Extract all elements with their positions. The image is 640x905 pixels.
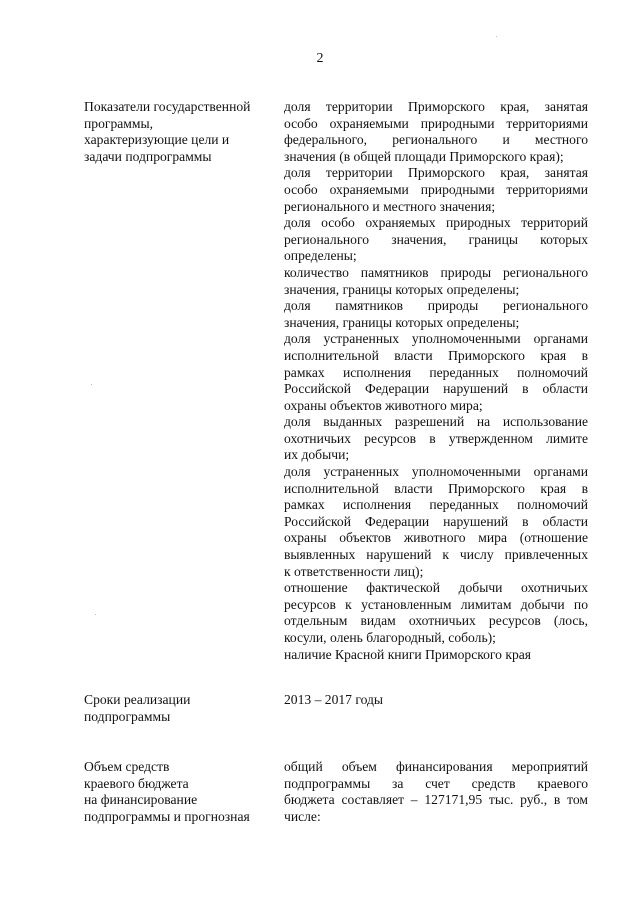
- indicator-line: доля территории Приморского края, занятая: [284, 165, 588, 181]
- budget-text: [284, 759, 588, 825]
- indicators-text: [284, 99, 588, 663]
- scan-speck: [496, 36, 497, 37]
- budget-line: подпрограммы за счет средств краевого: [284, 775, 588, 791]
- indicator-line: исполнительной власти Приморского края в: [284, 347, 588, 363]
- budget-label-line: краевого бюджета: [84, 775, 189, 791]
- indicator-line: охотничьих ресурсов в утвержденном лимите: [284, 430, 588, 446]
- indicator-line: доля памятников природы регионального: [284, 298, 588, 314]
- budget-line: общий объем финансирования мероприятий: [284, 759, 588, 774]
- indicator-line: особо охраняемыми природными территориями: [284, 181, 588, 197]
- indicator-line: значения (в общей площади Приморского края);: [284, 148, 564, 164]
- indicator-line: их добычи;: [284, 447, 350, 463]
- page-number: 2: [316, 51, 324, 66]
- indicator-line: наличие Красной книги Приморского края: [284, 646, 532, 662]
- indicator-line: доля особо охраняемых природных территорий: [284, 215, 588, 231]
- indicator-line: рамках исполнения переданных полномочий: [284, 364, 588, 380]
- indicator-line: отдельным видам охотничьих ресурсов (лось,: [284, 613, 588, 629]
- budget-label-line: на финансирование: [84, 792, 198, 808]
- indicator-line: регионального значения, границы которых: [284, 231, 588, 247]
- indicator-line: исполнительной власти Приморского края в: [284, 480, 588, 496]
- indicator-line: Российской Федерации нарушений в области: [284, 381, 588, 397]
- indicator-line: выявленных нарушений к числу привлеченных: [284, 547, 588, 563]
- budget-line: бюджета составляет – 127171,95 тыс. руб., в том: [284, 792, 588, 808]
- terms-label: [84, 692, 274, 725]
- indicator-line: доля устраненных уполномоченными органами: [284, 331, 588, 347]
- indicator-line: значения, границы которых определены;: [284, 281, 520, 297]
- indicator-line: к ответственности лиц);: [284, 563, 424, 579]
- indicator-line: определены;: [284, 248, 357, 264]
- budget-line: числе:: [284, 808, 321, 824]
- indicator-line: отношение фактической добычи охотничьих: [284, 580, 588, 596]
- indicator-line: рамках исполнения переданных полномочий: [284, 497, 588, 513]
- indicator-line: охраны объектов животного мира (отношение: [284, 530, 588, 546]
- budget-label-line: Объем средств: [84, 759, 170, 774]
- indicators-label-line: характеризующие цели и: [84, 132, 230, 148]
- indicator-line: доля устраненных уполномоченными органами: [284, 464, 588, 480]
- indicator-line: количество памятников природы регионального: [284, 264, 588, 280]
- budget-label-line: подпрограммы и прогнозная: [84, 808, 250, 824]
- indicator-line: косули, олень благородный, соболь);: [284, 630, 496, 645]
- budget-label: [84, 759, 274, 825]
- indicator-line: доля выданных разрешений на использование: [284, 414, 588, 430]
- indicators-label-line: программы,: [84, 115, 154, 131]
- terms-label-line: Сроки реализации: [84, 692, 191, 707]
- indicators-label-line: задачи подпрограммы: [84, 148, 212, 164]
- indicator-line: значения, границы которых определены;: [284, 314, 520, 330]
- terms-value: [284, 692, 588, 709]
- indicators-label-line: Показатели государственной: [84, 99, 251, 114]
- indicator-line: ресурсов к установленным лимитам добычи по: [284, 596, 588, 612]
- indicator-line: федерального, регионального и местного: [284, 132, 588, 148]
- scan-speck: [95, 614, 96, 615]
- indicator-line: охраны объектов животного мира;: [284, 397, 483, 413]
- indicators-label: [84, 99, 274, 165]
- scan-speck: [91, 384, 92, 385]
- indicator-line: Российской Федерации нарушений в области: [284, 513, 588, 529]
- indicator-line: регионального и местного значения;: [284, 198, 496, 214]
- indicator-line: доля территории Приморского края, занятая: [284, 99, 588, 114]
- terms-value-line: 2013 – 2017 годы: [284, 692, 384, 707]
- terms-label-line: подпрограммы: [84, 708, 171, 724]
- indicator-line: особо охраняемыми природными территориями: [284, 115, 588, 131]
